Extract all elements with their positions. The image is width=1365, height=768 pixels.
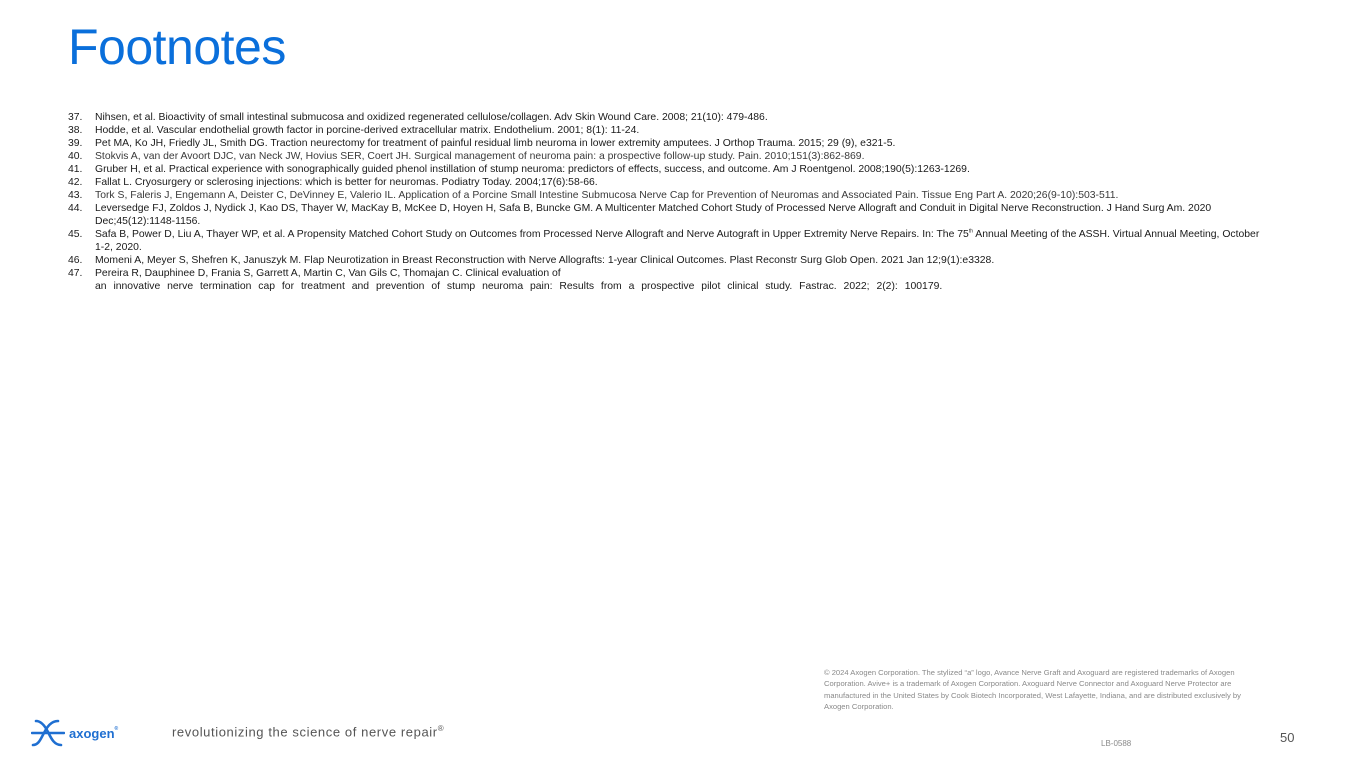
footnote-text: Stokvis A, van der Avoort DJC, van Neck JW, Hovius SER, Coert JH. Surgical management of neuroma pain: a prospective follow-up study. Pain. 2010;151(3):862-869. [95,151,865,162]
footnote-text-line: an innovative nerve termination cap for treatment and prevention of stump neuroma pain: Results from a prospective pilot clinical study. Fastrac. 2022; 2(2): 100179. [95,281,943,292]
footnote-item [68,228,1268,254]
axogen-a-logo-icon [31,718,65,748]
footnote-item [68,189,1268,202]
footnote-item [68,267,1268,293]
logo-wordmark [69,726,118,741]
footnote-number: 39. [68,138,83,149]
footnote-item [68,163,1268,176]
footnote-number: 40. [68,151,83,162]
footnote-text-part: Safa B, Power D, Liu A, Thayer WP, et al. A Propensity Matched Cohort Study on Outcomes from Processed Nerve Allograft and Nerve Autograft in Upper Extremity Nerve Repairs. In: The 75 [95,229,969,240]
footnote-item [68,124,1268,137]
tagline-text: revolutionizing the science of nerve repair [172,724,438,740]
footnote-item [68,176,1268,189]
footnote-number: 41. [68,164,83,175]
footnote-number: 46. [68,255,83,266]
footnote-text-part: Annual Meeting of the ASSH. Virtual Annual Meeting, October 1-2, 2020. [95,229,1260,253]
axogen-logo [31,718,118,748]
page-number: 50 [1280,730,1295,745]
footnote-text: Tork S, Faleris J, Engemann A, Deister C, DeVinney E, Valerio IL. Application of a Porcine Small Intestine Submucosa Nerve Cap for Prevention of Neuromas and Associated Pain. Tissue Eng Part A. 2020;26(9-10):503-511. [95,190,1119,201]
footnote-number: 47. [68,268,83,279]
footnote-item [68,111,1268,124]
footnote-text: Hodde, et al. Vascular endothelial growth factor in porcine-derived extracellular matrix. Endothelium. 2001; 8(1): 11-24. [95,125,640,136]
footnote-number: 44. [68,203,83,214]
footnote-text: Fallat L. Cryosurgery or sclerosing injections: which is better for neuromas. Podiatry Today. 2004;17(6):58-66. [95,177,598,188]
footnote-item [68,137,1268,150]
footnote-text: Momeni A, Meyer S, Shefren K, Januszyk M. Flap Neurotization in Breast Reconstruction with Nerve Allografts: 1-year Clinical Outcomes. Plast Reconstr Surg Glob Open. 2021 Jan 12;9(1):e3328. [95,255,995,266]
footnote-text-line: Pereira R, Dauphinee D, Frania S, Garrett A, Martin C, Van Gils C, Thomajan C. Clinical evaluation of [95,268,561,279]
copyright-notice: © 2024 Axogen Corporation. The stylized “a” logo, Avance Nerve Graft and Axoguard are registered trademarks of Axogen Corporation. Avive+ is a trademark of Axogen Corporation. Axoguard Nerve Connector and Axoguard Nerve Protector are manufactured in the United States by Cook Biotech Incorporated, West Lafayette, Indiana, and are distributed exclusively by Axogen Corporation. [824,668,1241,711]
tagline [172,724,444,739]
superscript-th: th [968,228,973,235]
footnote-number: 38. [68,125,83,136]
footnote-number: 43. [68,190,83,201]
footnote-number: 45. [68,229,83,240]
document-code: LB-0588 [1101,739,1132,748]
footnote-item [68,150,1268,163]
page-title: Footnotes [68,19,286,75]
registered-mark: ® [114,725,119,732]
footnote-text [95,228,1268,254]
registered-mark: ® [437,724,445,733]
footnote-item [68,254,1268,267]
footnote-number: 37. [68,112,83,123]
footnote-text [95,267,1268,293]
footnote-text: Nihsen, et al. Bioactivity of small intestinal submucosa and oxidized regenerated cellulose/collagen. Adv Skin Wound Care. 2008; 21(10): 479-486. [95,112,768,123]
footnote-text: Leversedge FJ, Zoldos J, Nydick J, Kao DS, Thayer W, MacKay B, McKee D, Hoyen H, Safa B, Buncke GM. A Multicenter Matched Cohort Study of Processed Nerve Allograft and Conduit in Digital Nerve Reconstruction. J Hand Surg Am. 2020 Dec;45(12):1148-1156. [95,203,1212,227]
footnote-text: Pet MA, Ko JH, Friedly JL, Smith DG. Traction neurectomy for treatment of painful residual limb neuroma in lower extremity amputees. J Orthop Trauma. 2015; 29 (9), e321-5. [95,138,896,149]
footnote-text: Gruber H, et al. Practical experience with sonographically guided phenol instillation of stump neuroma: predictors of effects, success, and outcome. Am J Roentgenol. 2008;190(5):1263-1269. [95,164,970,175]
footnote-number: 42. [68,177,83,188]
footnote-item [68,202,1268,228]
footnote-list [68,111,1268,293]
logo-wordmark-text: axogen [69,725,115,741]
